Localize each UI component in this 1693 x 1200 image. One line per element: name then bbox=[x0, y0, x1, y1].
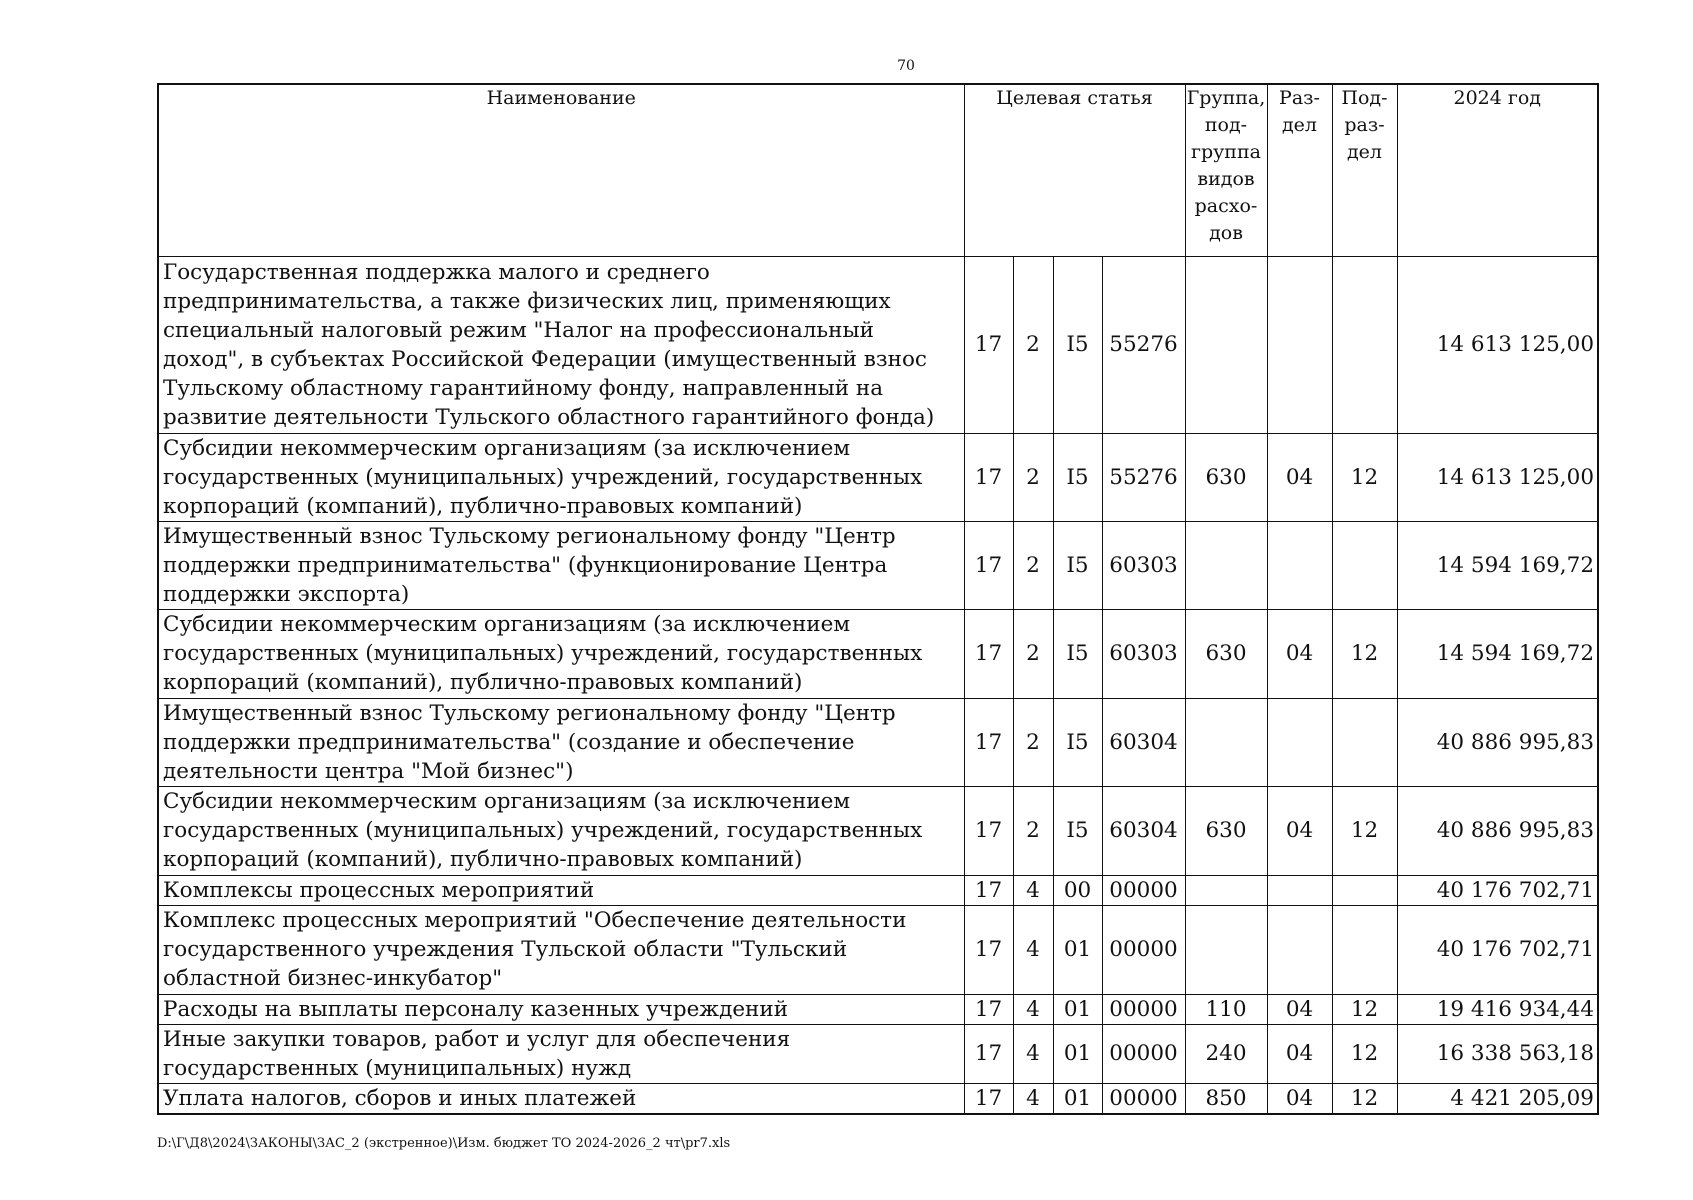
row-code-2: 4 bbox=[1013, 875, 1053, 905]
table-row bbox=[158, 521, 1598, 609]
header-target-article: Целевая статья bbox=[964, 84, 1185, 256]
row-section: 04 bbox=[1267, 994, 1332, 1024]
row-amount: 40 176 702,71 bbox=[1397, 905, 1598, 994]
row-group: 110 bbox=[1185, 994, 1267, 1024]
row-code-1: 17 bbox=[964, 1024, 1013, 1083]
row-group bbox=[1185, 698, 1267, 786]
row-section bbox=[1267, 256, 1332, 433]
row-amount: 16 338 563,18 bbox=[1397, 1024, 1598, 1083]
table-row bbox=[158, 1083, 1598, 1114]
file-path-footer: D:\Г\Д8\2024\ЗАКОНЫ\ЗАС_2 (экстренное)\Изм. бюджет ТО 2024-2026_2 чт\pr7.xls bbox=[157, 1136, 731, 1151]
row-amount: 40 886 995,83 bbox=[1397, 698, 1598, 786]
row-section bbox=[1267, 875, 1332, 905]
header-name: Наименование bbox=[158, 84, 964, 256]
row-code-2: 4 bbox=[1013, 994, 1053, 1024]
row-subsection: 12 bbox=[1332, 994, 1397, 1024]
row-code-2: 4 bbox=[1013, 1024, 1053, 1083]
row-code-2: 2 bbox=[1013, 698, 1053, 786]
row-code-4: 60304 bbox=[1102, 698, 1185, 786]
row-code-3: I5 bbox=[1053, 698, 1102, 786]
row-code-3: 01 bbox=[1053, 1083, 1102, 1114]
row-code-3: I5 bbox=[1053, 256, 1102, 433]
row-code-3: I5 bbox=[1053, 786, 1102, 875]
table-header-row bbox=[158, 84, 1598, 256]
row-subsection: 12 bbox=[1332, 1024, 1397, 1083]
row-name: Комплексы процессных мероприятий bbox=[158, 875, 964, 905]
row-amount: 14 613 125,00 bbox=[1397, 433, 1598, 521]
row-code-3: 01 bbox=[1053, 1024, 1102, 1083]
row-name: Имущественный взнос Тульскому региональному фонду "Центр поддержки предпринимательства" (функционирование Центра поддержки экспорта) bbox=[158, 521, 964, 609]
row-name: Комплекс процессных мероприятий "Обеспечение деятельности государственного учреждения Тульской области "Тульский областной бизнес-инкубатор" bbox=[158, 905, 964, 994]
row-subsection: 12 bbox=[1332, 609, 1397, 698]
header-subsection: Под- раз- дел bbox=[1332, 84, 1397, 256]
row-subsection: 12 bbox=[1332, 433, 1397, 521]
table-row bbox=[158, 875, 1598, 905]
row-subsection: 12 bbox=[1332, 1083, 1397, 1114]
row-name: Уплата налогов, сборов и иных платежей bbox=[158, 1083, 964, 1114]
row-code-2: 2 bbox=[1013, 256, 1053, 433]
row-code-3: I5 bbox=[1053, 433, 1102, 521]
row-code-1: 17 bbox=[964, 875, 1013, 905]
row-code-4: 60304 bbox=[1102, 786, 1185, 875]
row-code-1: 17 bbox=[964, 521, 1013, 609]
row-code-1: 17 bbox=[964, 609, 1013, 698]
row-group: 850 bbox=[1185, 1083, 1267, 1114]
table-row bbox=[158, 905, 1598, 994]
row-code-4: 60303 bbox=[1102, 521, 1185, 609]
table-row bbox=[158, 433, 1598, 521]
table-row bbox=[158, 1024, 1598, 1083]
row-code-3: I5 bbox=[1053, 521, 1102, 609]
row-code-2: 2 bbox=[1013, 433, 1053, 521]
row-name: Имущественный взнос Тульскому региональному фонду "Центр поддержки предпринимательства" (создание и обеспечение деятельности центра "Мой бизнес") bbox=[158, 698, 964, 786]
row-section bbox=[1267, 905, 1332, 994]
row-group bbox=[1185, 905, 1267, 994]
row-name: Субсидии некоммерческим организациям (за исключением государственных (муниципальных) учреждений, государственных корпораций (компаний), публично-правовых компаний) bbox=[158, 433, 964, 521]
row-subsection bbox=[1332, 521, 1397, 609]
row-amount: 14 594 169,72 bbox=[1397, 609, 1598, 698]
row-code-4: 55276 bbox=[1102, 256, 1185, 433]
row-group: 240 bbox=[1185, 1024, 1267, 1083]
row-code-1: 17 bbox=[964, 905, 1013, 994]
row-group bbox=[1185, 521, 1267, 609]
row-code-1: 17 bbox=[964, 786, 1013, 875]
row-amount: 40 176 702,71 bbox=[1397, 875, 1598, 905]
row-section: 04 bbox=[1267, 609, 1332, 698]
row-name: Расходы на выплаты персоналу казенных учреждений bbox=[158, 994, 964, 1024]
row-amount: 4 421 205,09 bbox=[1397, 1083, 1598, 1114]
row-code-4: 00000 bbox=[1102, 1083, 1185, 1114]
row-code-3: 01 bbox=[1053, 994, 1102, 1024]
header-group: Группа, под- группа видов расхо- дов bbox=[1185, 84, 1267, 256]
row-code-2: 4 bbox=[1013, 1083, 1053, 1114]
header-year: 2024 год bbox=[1397, 84, 1598, 256]
row-code-3: 01 bbox=[1053, 905, 1102, 994]
row-group bbox=[1185, 875, 1267, 905]
table-row bbox=[158, 256, 1598, 433]
row-amount: 40 886 995,83 bbox=[1397, 786, 1598, 875]
header-section: Раз- дел bbox=[1267, 84, 1332, 256]
row-code-1: 17 bbox=[964, 994, 1013, 1024]
row-amount: 14 613 125,00 bbox=[1397, 256, 1598, 433]
row-subsection bbox=[1332, 256, 1397, 433]
row-code-1: 17 bbox=[964, 433, 1013, 521]
row-code-4: 55276 bbox=[1102, 433, 1185, 521]
row-subsection bbox=[1332, 875, 1397, 905]
row-name: Субсидии некоммерческим организациям (за исключением государственных (муниципальных) учреждений, государственных корпораций (компаний), публично-правовых компаний) bbox=[158, 609, 964, 698]
page-number: 70 bbox=[897, 58, 915, 74]
row-section bbox=[1267, 698, 1332, 786]
row-group: 630 bbox=[1185, 433, 1267, 521]
row-section bbox=[1267, 521, 1332, 609]
row-code-2: 2 bbox=[1013, 521, 1053, 609]
row-code-4: 00000 bbox=[1102, 1024, 1185, 1083]
row-code-4: 60303 bbox=[1102, 609, 1185, 698]
row-subsection bbox=[1332, 698, 1397, 786]
row-code-4: 00000 bbox=[1102, 994, 1185, 1024]
table-row bbox=[158, 994, 1598, 1024]
row-group bbox=[1185, 256, 1267, 433]
row-section: 04 bbox=[1267, 1024, 1332, 1083]
row-code-2: 4 bbox=[1013, 905, 1053, 994]
row-subsection bbox=[1332, 905, 1397, 994]
row-name: Иные закупки товаров, работ и услуг для обеспечения государственных (муниципальных) нужд bbox=[158, 1024, 964, 1083]
row-group: 630 bbox=[1185, 609, 1267, 698]
row-code-1: 17 bbox=[964, 698, 1013, 786]
row-section: 04 bbox=[1267, 1083, 1332, 1114]
table-row bbox=[158, 786, 1598, 875]
row-name: Субсидии некоммерческим организациям (за исключением государственных (муниципальных) учреждений, государственных корпораций (компаний), публично-правовых компаний) bbox=[158, 786, 964, 875]
row-code-1: 17 bbox=[964, 256, 1013, 433]
row-code-4: 00000 bbox=[1102, 905, 1185, 994]
row-code-3: 00 bbox=[1053, 875, 1102, 905]
row-group: 630 bbox=[1185, 786, 1267, 875]
row-amount: 19 416 934,44 bbox=[1397, 994, 1598, 1024]
row-section: 04 bbox=[1267, 786, 1332, 875]
table-row bbox=[158, 698, 1598, 786]
row-name: Государственная поддержка малого и среднего предпринимательства, а также физических лиц, применяющих специальный налоговый режим "Налог на профессиональный доход", в субъектах Российской Федерации (имущественный взнос Тульскому областному гарантийному фонду, направленный на развитие деятельности Тульского областного гарантийного фонда) bbox=[158, 256, 964, 433]
row-code-2: 2 bbox=[1013, 786, 1053, 875]
row-amount: 14 594 169,72 bbox=[1397, 521, 1598, 609]
row-code-1: 17 bbox=[964, 1083, 1013, 1114]
row-code-4: 00000 bbox=[1102, 875, 1185, 905]
table-row bbox=[158, 609, 1598, 698]
budget-table bbox=[157, 83, 1599, 1115]
row-code-3: I5 bbox=[1053, 609, 1102, 698]
row-code-2: 2 bbox=[1013, 609, 1053, 698]
row-section: 04 bbox=[1267, 433, 1332, 521]
row-subsection: 12 bbox=[1332, 786, 1397, 875]
